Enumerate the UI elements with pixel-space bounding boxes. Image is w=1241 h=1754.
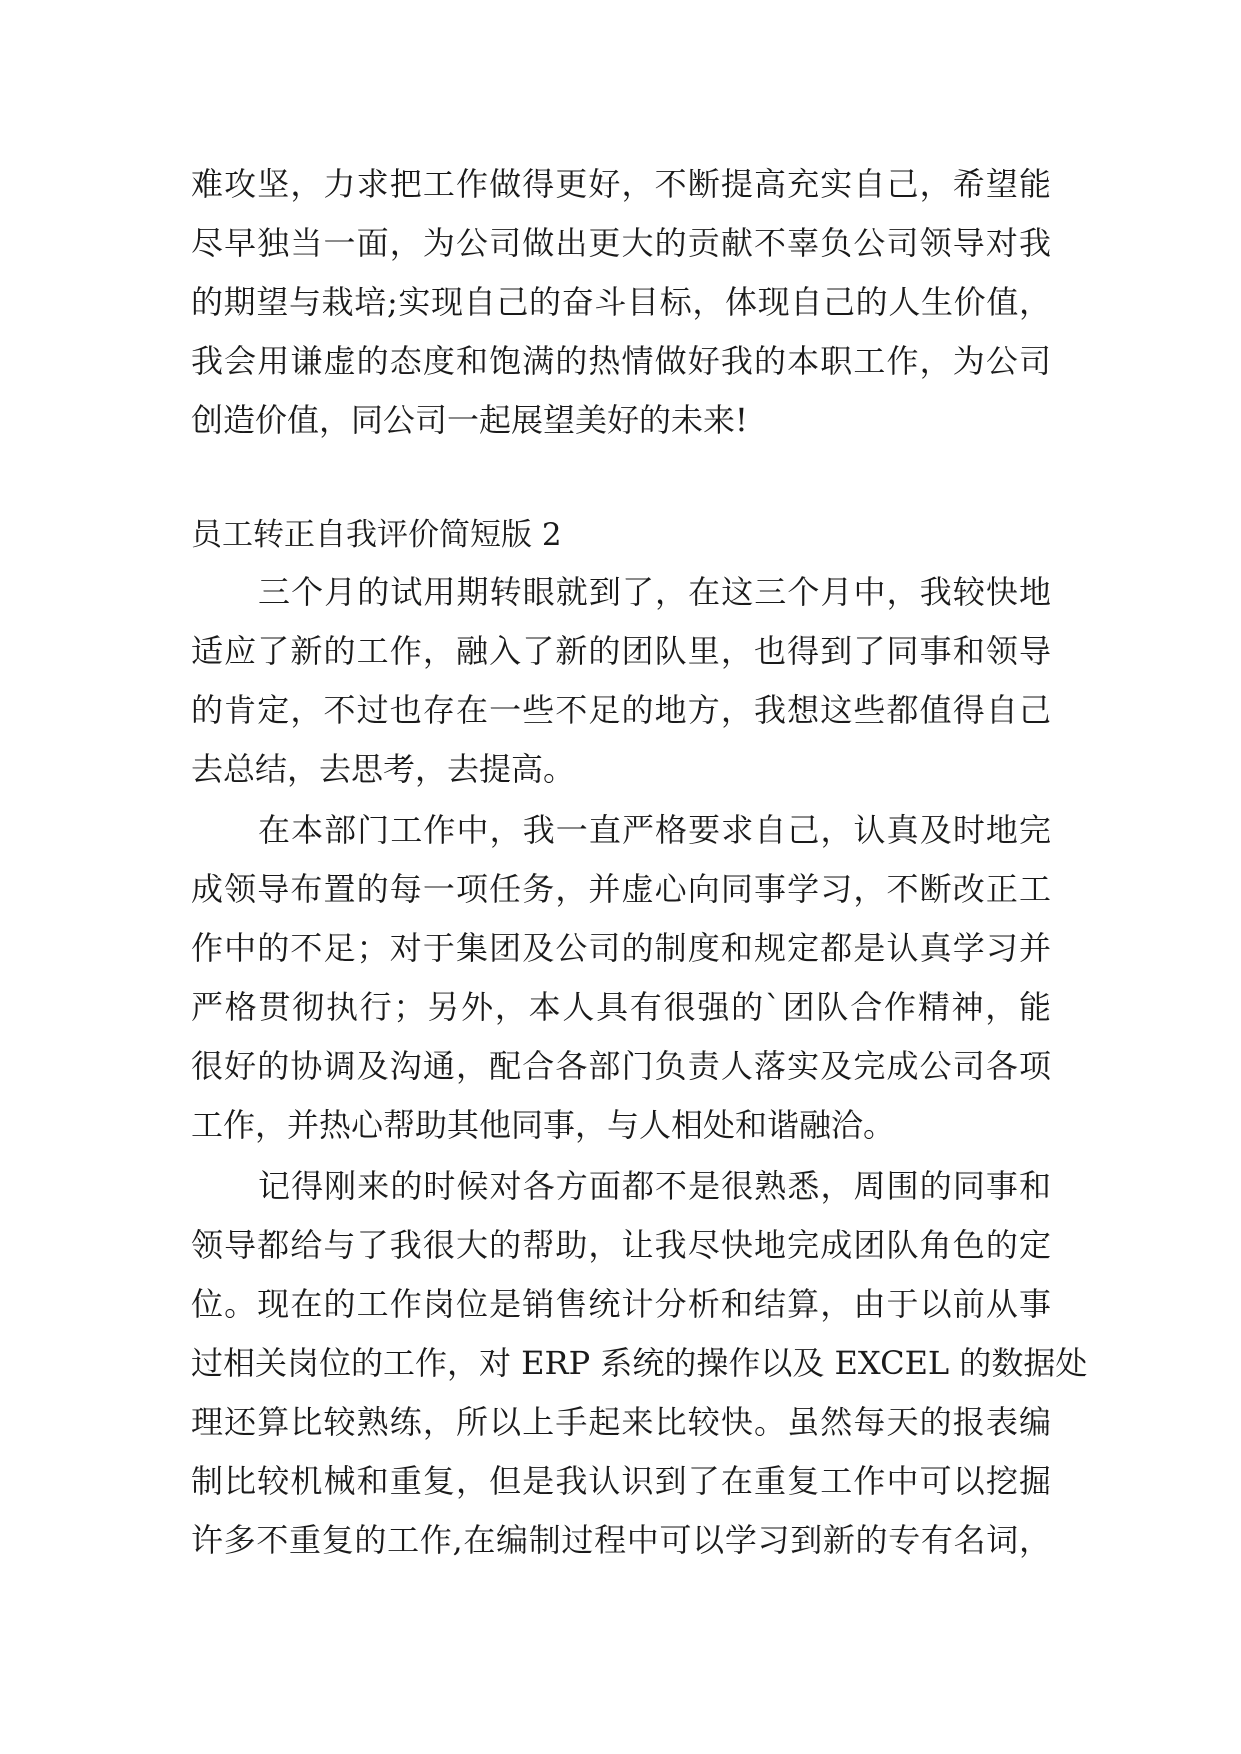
text-line: 创造价值，同公司一起展望美好的未来!	[191, 401, 748, 439]
text-line: 我会用谦虚的态度和饱满的热情做好我的本职工作，为公司	[191, 342, 1051, 380]
text-line: 很好的协调及沟通，配合各部门负责人落实及完成公司各项	[191, 1047, 1051, 1085]
text-line: 理还算比较熟练，所以上手起来比较快。虽然每天的报表编	[191, 1403, 1051, 1441]
text-line: 制比较机械和重复，但是我认识到了在重复工作中可以挖掘	[191, 1462, 1051, 1500]
text-line: 适应了新的工作，融入了新的团队里，也得到了同事和领导	[191, 632, 1051, 670]
text-line: 作中的不足；对于集团及公司的制度和规定都是认真学习并	[191, 929, 1051, 967]
text-line: 的期望与栽培;实现自己的奋斗目标，体现自己的人生价值，	[191, 283, 1051, 321]
text-line: 难攻坚，力求把工作做得更好，不断提高充实自己，希望能	[191, 165, 1051, 203]
text-line: 许多不重复的工作,在编制过程中可以学习到新的专有名词，	[191, 1521, 1051, 1559]
text-line: 领导都给与了我很大的帮助，让我尽快地完成团队角色的定	[191, 1226, 1051, 1264]
text-line: 记得刚来的时候对各方面都不是很熟悉，周围的同事和	[258, 1167, 1051, 1205]
section-heading: 员工转正自我评价简短版 2	[191, 517, 562, 553]
text-line: 位。现在的工作岗位是销售统计分析和结算，由于以前从事	[191, 1285, 1051, 1323]
text-line: 三个月的试用期转眼就到了，在这三个月中，我较快地	[258, 573, 1051, 611]
text-line: 在本部门工作中，我一直严格要求自己，认真及时地完	[258, 811, 1051, 849]
text-line: 过相关岗位的工作，对 ERP 系统的操作以及 EXCEL 的数据处	[191, 1344, 1088, 1382]
text-line: 去总结，去思考，去提高。	[191, 750, 576, 788]
text-line: 工作，并热心帮助其他同事，与人相处和谐融洽。	[191, 1106, 896, 1144]
text-line: 严格贯彻执行；另外，本人具有很强的`团队合作精神，能	[191, 988, 1051, 1026]
text-line: 尽早独当一面，为公司做出更大的贡献不辜负公司领导对我	[191, 224, 1051, 262]
text-line: 的肯定，不过也存在一些不足的地方，我想这些都值得自己	[191, 691, 1051, 729]
text-line: 成领导布置的每一项任务，并虚心向同事学习，不断改正工	[191, 870, 1051, 908]
